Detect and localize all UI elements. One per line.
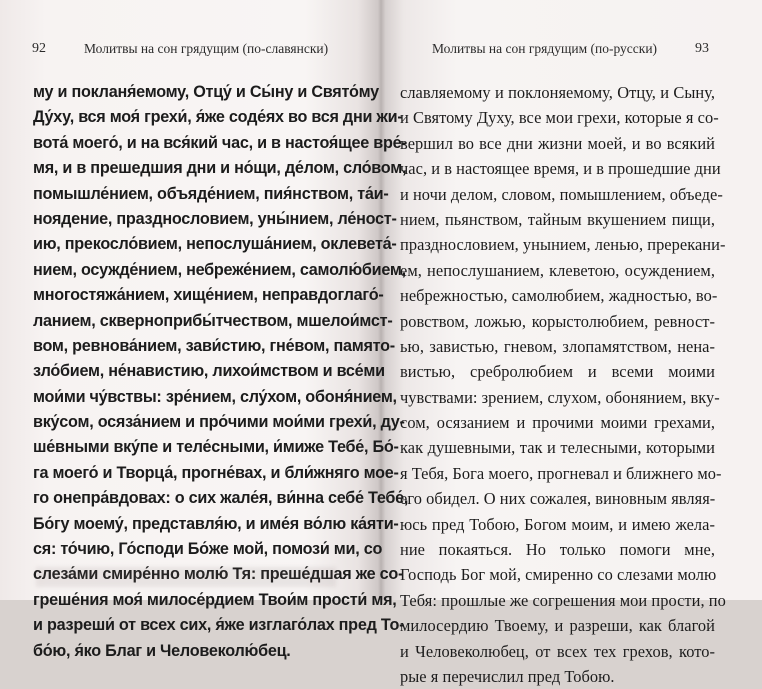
text-line: многостяжа́нием, хище́нием, неправдоглаго́- bbox=[33, 286, 384, 305]
text-line: чувствами: зрением, слухом, обонянием, вку- bbox=[400, 387, 720, 407]
text-line: му и покланя́емому, Отцу́ и Сы́ну и Свято́му bbox=[33, 83, 379, 101]
text-line: вистью, сребролюбием и всеми моими bbox=[400, 362, 715, 382]
text-line: сом, осязанием и прочими моими грехами, bbox=[400, 413, 715, 433]
text-line: я Тебя, Бога моего, прогневал и ближнего мо- bbox=[400, 463, 722, 483]
text-line: и разреши́ от всех сих, я́же изглаго́лах пред То- bbox=[33, 616, 405, 635]
text-line: юсь пред Тобою, Богом моим, и имею жела- bbox=[400, 514, 715, 534]
text-line: вом, ревнова́нием, зави́стию, гне́вом, памято- bbox=[33, 336, 395, 355]
right-text-block bbox=[400, 80, 726, 689]
page-number-left: 92 bbox=[32, 41, 46, 56]
text-line: час, и в настоящее время, и в прошедшие дни bbox=[400, 159, 721, 179]
text-line: как душевными, так и телесными, которыми bbox=[400, 438, 715, 458]
text-line: Ду́ху, вся моя́ грехи́, я́же соде́ях во вся дни жи- bbox=[33, 108, 403, 127]
text-line: вершил во все дни жизни моей, и во всякий bbox=[400, 133, 715, 153]
text-line: помышле́нием, объяде́нием, пия́нством, та́и- bbox=[33, 184, 389, 203]
text-line: слеза́ми смире́нно молю́ Тя: преше́дшая же со- bbox=[33, 565, 404, 584]
text-line: милосердию Твоему, и разреши, как благой bbox=[400, 616, 715, 636]
text-line: ние покаяться. Но только помоги мне, bbox=[400, 540, 715, 560]
text-line: и Святому Духу, все мои грехи, которые я со- bbox=[400, 108, 719, 128]
text-line: Бо́гу моему́, представля́ю, и име́я во́лю ка́яти- bbox=[33, 514, 399, 533]
text-line: греше́ния моя́ милосе́рдием Твои́м прости́ мя, bbox=[33, 590, 397, 609]
text-line: Тебя: прошлые же согрешения мои прости, по bbox=[400, 590, 726, 610]
text-line: рые я перечислил пред Тобою. bbox=[400, 666, 615, 686]
text-line: нием, осужде́нием, небреже́нием, самолю́бием, bbox=[33, 260, 406, 279]
text-line: мя, и в прешедшия дни и но́щи, де́лом, сло́вом, bbox=[33, 159, 407, 178]
text-line: га моего́ и Творца́, прогне́вах, и бли́жняго мое- bbox=[33, 463, 399, 482]
page-number-right: 93 bbox=[695, 41, 709, 56]
text-line: славляемому и поклоняемому, Отцу, и Сыну, bbox=[400, 83, 715, 102]
text-line: зло́бием, не́навистию, лихои́мством и все́ми bbox=[33, 362, 385, 381]
right-page bbox=[381, 0, 762, 686]
text-line: ию, прекосло́вием, непослуша́нием, оклевета́- bbox=[33, 235, 397, 254]
text-line: небрежностью, самолюбием, жадностью, во- bbox=[400, 286, 718, 306]
text-line: бо́ю, я́ко Благ и Человеколю́бец. bbox=[33, 641, 291, 660]
text-line: ем, непослушанием, клеветою, осуждением, bbox=[400, 260, 715, 280]
running-header-right: Молитвы на сон грядущим (по-русски) bbox=[432, 41, 658, 56]
text-line: празднословием, унынием, ленью, пререкани- bbox=[400, 235, 726, 255]
text-line: ровством, ложью, корыстолюбием, ревност- bbox=[400, 311, 715, 331]
text-line: и ночи делом, словом, помышлением, объеде- bbox=[400, 184, 723, 204]
bleed-through bbox=[36, 567, 336, 587]
text-line: ся: то́чию, Го́споди Бо́же мой, помози́ ми, со bbox=[33, 540, 383, 559]
text-line: ланием, скверноприбы́тчеством, мшелои́мст- bbox=[33, 311, 393, 330]
text-line: вку́сом, осяза́нием и про́чими мои́ми грехи́, ду- bbox=[33, 413, 405, 432]
text-line: мои́ми чу́вствы: зре́нием, слу́хом, обоня́нием, bbox=[33, 387, 397, 406]
text-line: его обидел. О них сожалея, виновным являя- bbox=[400, 489, 716, 509]
text-line: ью, завистью, гневом, злопамятством, нена- bbox=[400, 336, 715, 356]
text-line: го онепра́вдовах: о сих жале́я, ви́нна себе́ Тебе́, bbox=[33, 489, 409, 508]
text-line: ноядение, празднословием, уны́нием, ле́ност- bbox=[33, 209, 397, 228]
text-line: вота́ моего́, и на вся́кий час, и в настоя́щее вре́- bbox=[33, 133, 407, 152]
text-line: нием, пьянством, тайным вкушением пищи, bbox=[400, 209, 715, 229]
text-line: и Человеколюбец, от всех тех грехов, кото- bbox=[400, 641, 715, 661]
text-line: Господь Бог мой, смиренно со слезами молю bbox=[400, 565, 717, 585]
running-header-left: Молитвы на сон грядущим (по-славянски) bbox=[84, 41, 329, 56]
text-line: ше́вными вку́пе и теле́сными, и́миже Тебе́, Бо́- bbox=[33, 438, 399, 457]
